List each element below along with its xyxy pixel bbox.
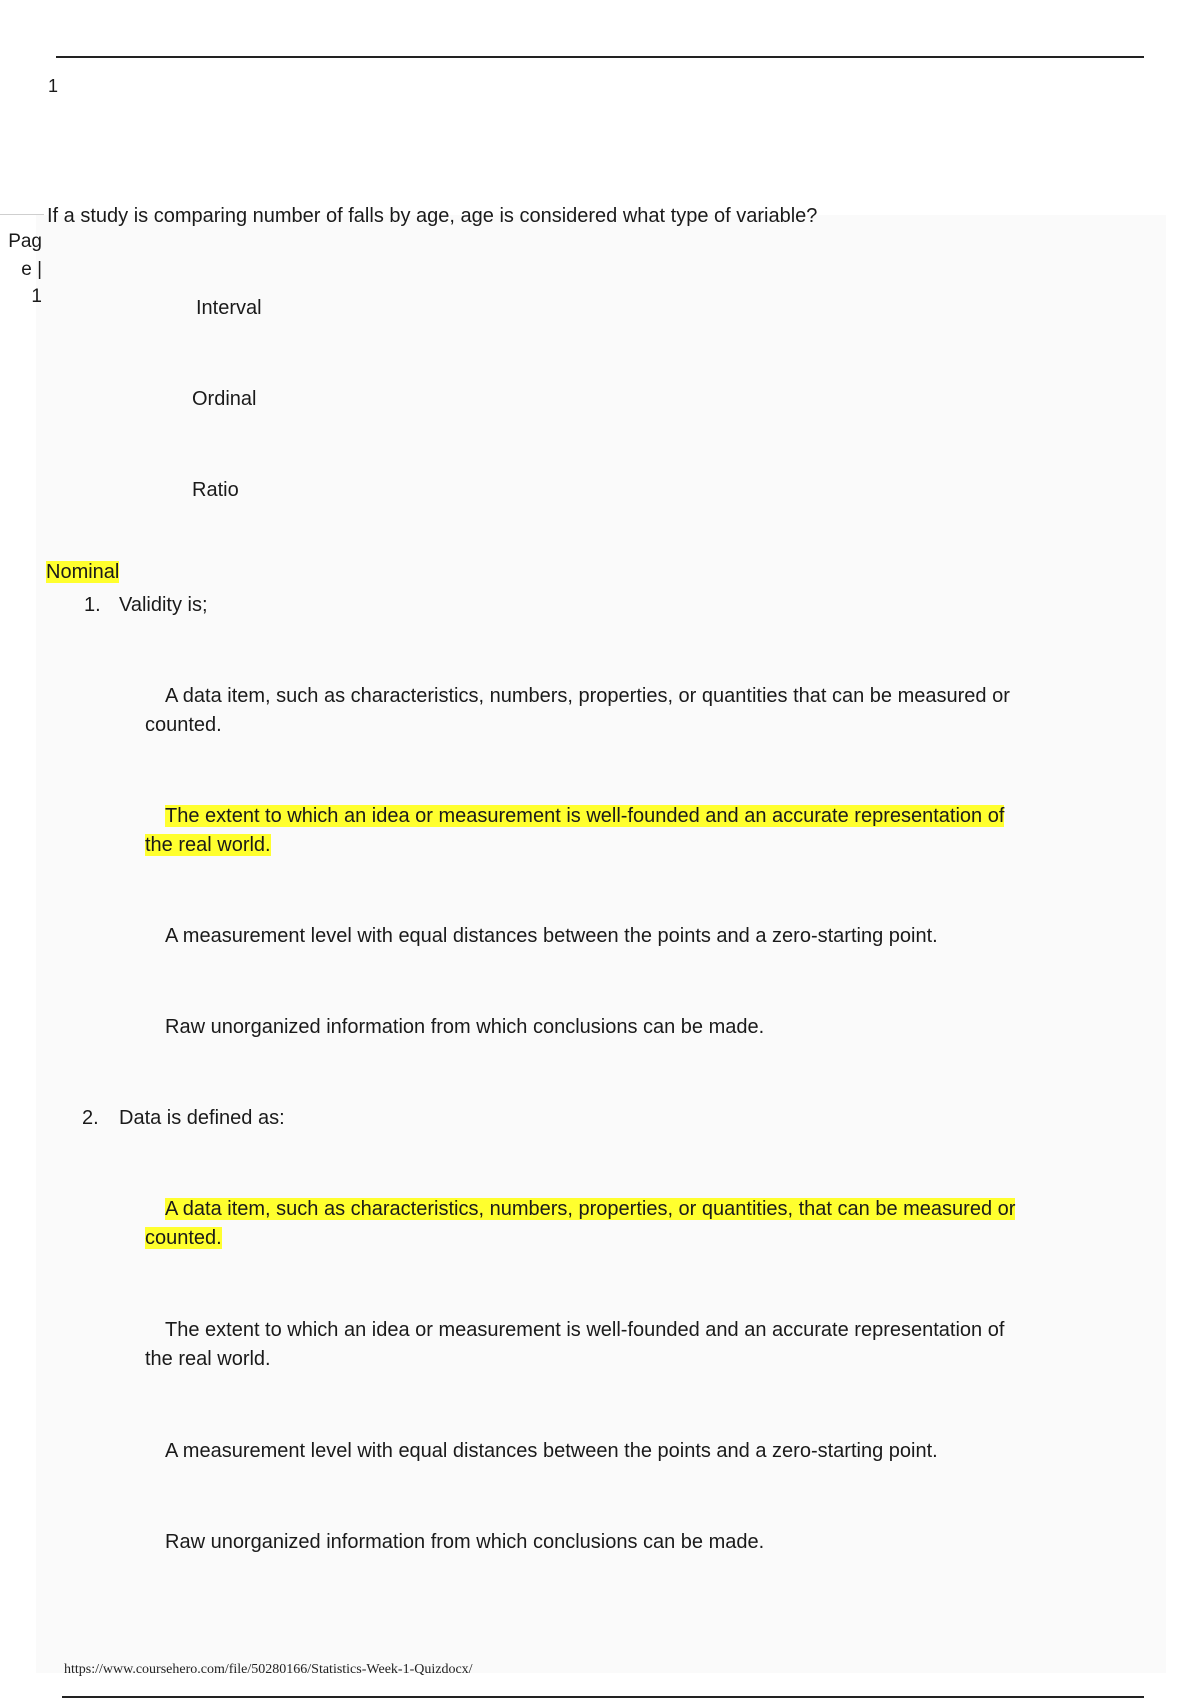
answer-option: Interval bbox=[196, 297, 262, 319]
question-text: Data is defined as: bbox=[119, 1107, 285, 1129]
answer-option bbox=[145, 1316, 1045, 1374]
side-page-label-line3: 1 bbox=[31, 286, 42, 307]
side-page-label-line2: e | bbox=[21, 259, 42, 280]
correct-answer bbox=[145, 1195, 1045, 1253]
highlighted-answer-line: A data item, such as characteristics, numbers, properties, or quantities, that can be measured or bbox=[165, 1198, 1016, 1220]
side-page-label-line1: Pag bbox=[8, 231, 42, 252]
correct-answer bbox=[145, 802, 1045, 860]
answer-option-line: counted. bbox=[145, 714, 222, 736]
answer-option: Raw unorganized information from which conclusions can be made. bbox=[165, 1016, 765, 1038]
footer-url[interactable]: https://www.coursehero.com/file/50280166/Statistics-Week-1-Quizdocx/ bbox=[64, 1662, 473, 1677]
correct-answer bbox=[46, 558, 119, 586]
highlighted-answer-line: counted. bbox=[145, 1227, 222, 1249]
highlighted-answer: Nominal bbox=[46, 561, 120, 583]
answer-option-line: The extent to which an idea or measurement is well-founded and an accurate representation of bbox=[165, 1319, 1005, 1341]
question-number: 2. bbox=[82, 1107, 99, 1129]
answer-option bbox=[145, 682, 1045, 740]
answer-option-line: the real world. bbox=[145, 1348, 271, 1370]
margin-divider bbox=[0, 214, 44, 215]
question-text: Validity is; bbox=[119, 594, 208, 616]
question-text: If a study is comparing number of falls by age, age is considered what type of variable? bbox=[47, 205, 818, 227]
question-number: 1. bbox=[84, 594, 101, 616]
answer-option: Raw unorganized information from which conclusions can be made. bbox=[165, 1531, 765, 1553]
answer-option: Ordinal bbox=[192, 388, 257, 410]
footer-rule bbox=[62, 1696, 1144, 1698]
header-rule bbox=[56, 56, 1144, 58]
highlighted-answer-line: the real world. bbox=[145, 834, 271, 856]
answer-option: Ratio bbox=[192, 479, 239, 501]
answer-option: A measurement level with equal distances between the points and a zero-starting point. bbox=[165, 925, 938, 947]
header-page-number: 1 bbox=[48, 76, 59, 96]
answer-option: A measurement level with equal distances between the points and a zero-starting point. bbox=[165, 1440, 938, 1462]
answer-option-line: A data item, such as characteristics, numbers, properties, or quantities that can be measured or bbox=[165, 685, 1010, 707]
highlighted-answer-line: The extent to which an idea or measurement is well-founded and an accurate representation of bbox=[165, 805, 1005, 827]
